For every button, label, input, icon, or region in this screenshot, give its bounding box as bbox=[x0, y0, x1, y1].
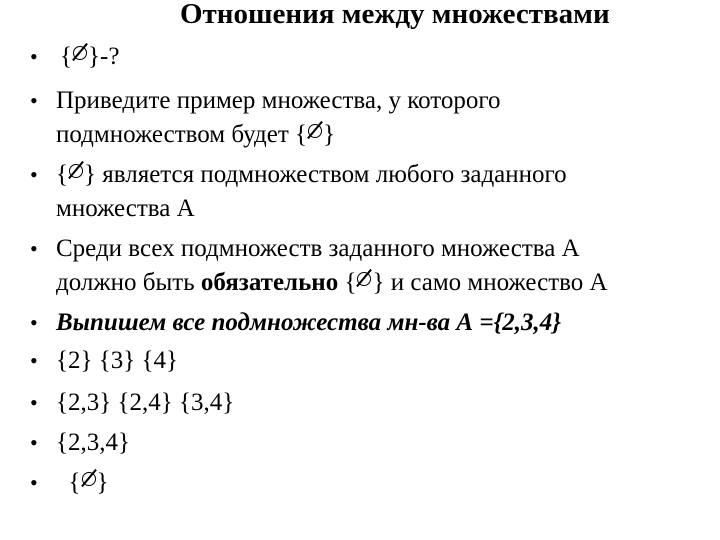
item-text: { } является подмножеством любого заданного bbox=[56, 161, 567, 188]
bullet: • bbox=[30, 390, 38, 415]
bullet: • bbox=[30, 348, 38, 373]
bullet: • bbox=[30, 310, 38, 335]
item-text: {2} {3} {4} bbox=[56, 347, 178, 374]
bullet: • bbox=[30, 236, 38, 261]
bullet: • bbox=[30, 88, 38, 113]
item-text: { } bbox=[56, 469, 109, 496]
item-text: множества А bbox=[56, 195, 195, 222]
item-text: {2,3} {2,4} {3,4} bbox=[56, 389, 235, 416]
item-text: Среди всех подмножеств заданного множества А bbox=[56, 235, 580, 262]
item-text: {2,3,4} bbox=[56, 429, 130, 456]
item-text: Выпишем все подмножества мн-ва А ={2,3,4} bbox=[56, 309, 562, 336]
emphasis-text: обязательно bbox=[200, 269, 339, 296]
item-text: Приведите пример множества, у которого bbox=[56, 87, 501, 114]
bullet: • bbox=[30, 470, 38, 495]
slide-title: Отношения между множествами bbox=[180, 0, 610, 30]
item-text: подмножеством будет { } bbox=[56, 121, 336, 148]
item-text: { }-? bbox=[60, 43, 120, 70]
bullet: • bbox=[30, 430, 38, 455]
item-text: должно быть обязательно { } и само множество А bbox=[56, 269, 608, 296]
bullet: • bbox=[30, 162, 38, 187]
bullet: • bbox=[30, 44, 38, 69]
